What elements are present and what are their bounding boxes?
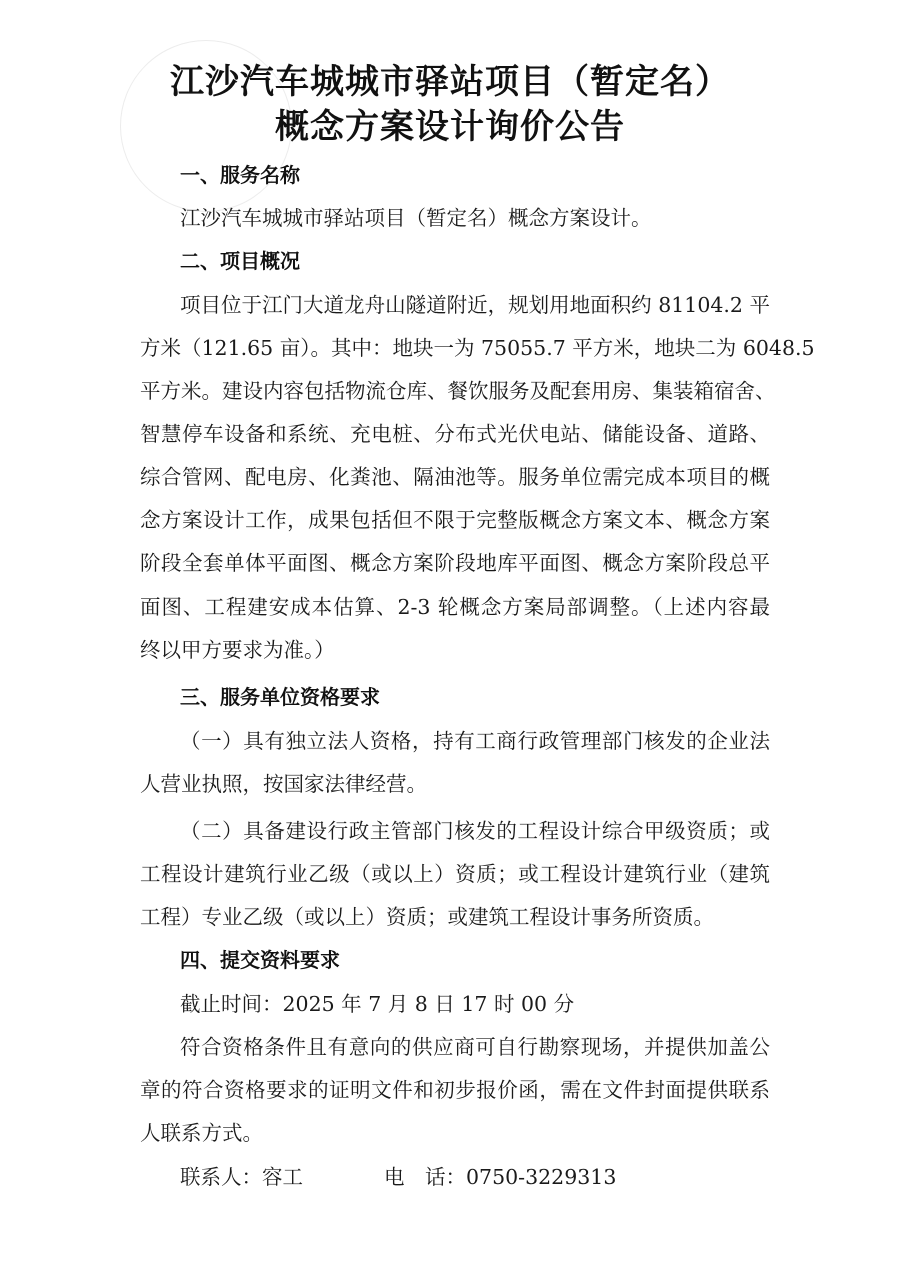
section4-line: 章的符合资格要求的证明文件和初步报价函，需在文件封面提供联系 xyxy=(140,1078,770,1102)
deadline-text: 截止时间：2025 年 7 月 8 日 17 时 00 分 xyxy=(180,992,575,1016)
contact-person: 联系人：容工 xyxy=(180,1165,303,1189)
section4-line: 符合资格条件且有意向的供应商可自行勘察现场，并提供加盖公 xyxy=(180,1035,770,1059)
section2-line: 智慧停车设备和系统、充电桩、分布式光伏电站、储能设备、道路、 xyxy=(140,422,770,446)
section2-line: 方米（121.65 亩）。其中：地块一为 75055.7 平方米，地块二为 6048.5 xyxy=(140,336,815,360)
section2-line: 终以甲方要求为准。） xyxy=(140,638,335,662)
section3-item1-line: 人营业执照，按国家法律经营。 xyxy=(140,772,427,796)
section2-line: 面图、工程建安成本估算、2-3 轮概念方案局部调整。（上述内容最 xyxy=(140,595,770,619)
section3-item2-line: 工程设计建筑行业乙级（或以上）资质；或工程设计建筑行业（建筑 xyxy=(140,862,770,886)
document-title-line2: 概念方案设计询价公告 xyxy=(275,107,625,147)
section1-body: 江沙汽车城城市驿站项目（暂定名）概念方案设计。 xyxy=(180,206,652,230)
section2-heading: 二、项目概况 xyxy=(180,249,300,273)
section3-heading: 三、服务单位资格要求 xyxy=(180,685,380,709)
section2-line: 平方米。建设内容包括物流仓库、餐饮服务及配套用房、集装箱宿舍、 xyxy=(140,379,776,403)
section4-heading: 四、提交资料要求 xyxy=(180,948,340,972)
document-title-line1: 江沙汽车城城市驿站项目（暂定名） xyxy=(170,62,730,102)
section4-line: 人联系方式。 xyxy=(140,1121,263,1145)
section3-item2-line: （二）具备建设行政主管部门核发的工程设计综合甲级资质；或 xyxy=(180,819,770,843)
section2-line: 项目位于江门大道龙舟山隧道附近，规划用地面积约 81104.2 平 xyxy=(180,293,770,317)
contact-phone: 电 话：0750-3229313 xyxy=(384,1165,617,1189)
section3-item1-line: （一）具有独立法人资格，持有工商行政管理部门核发的企业法 xyxy=(180,729,770,753)
section2-line: 综合管网、配电房、化粪池、隔油池等。服务单位需完成本项目的概 xyxy=(140,465,770,489)
section2-line: 念方案设计工作，成果包括但不限于完整版概念方案文本、概念方案 xyxy=(140,508,770,532)
section3-item2-line: 工程）专业乙级（或以上）资质；或建筑工程设计事务所资质。 xyxy=(140,905,714,929)
section2-line: 阶段全套单体平面图、概念方案阶段地库平面图、概念方案阶段总平 xyxy=(140,551,770,575)
section1-heading: 一、服务名称 xyxy=(180,163,300,187)
